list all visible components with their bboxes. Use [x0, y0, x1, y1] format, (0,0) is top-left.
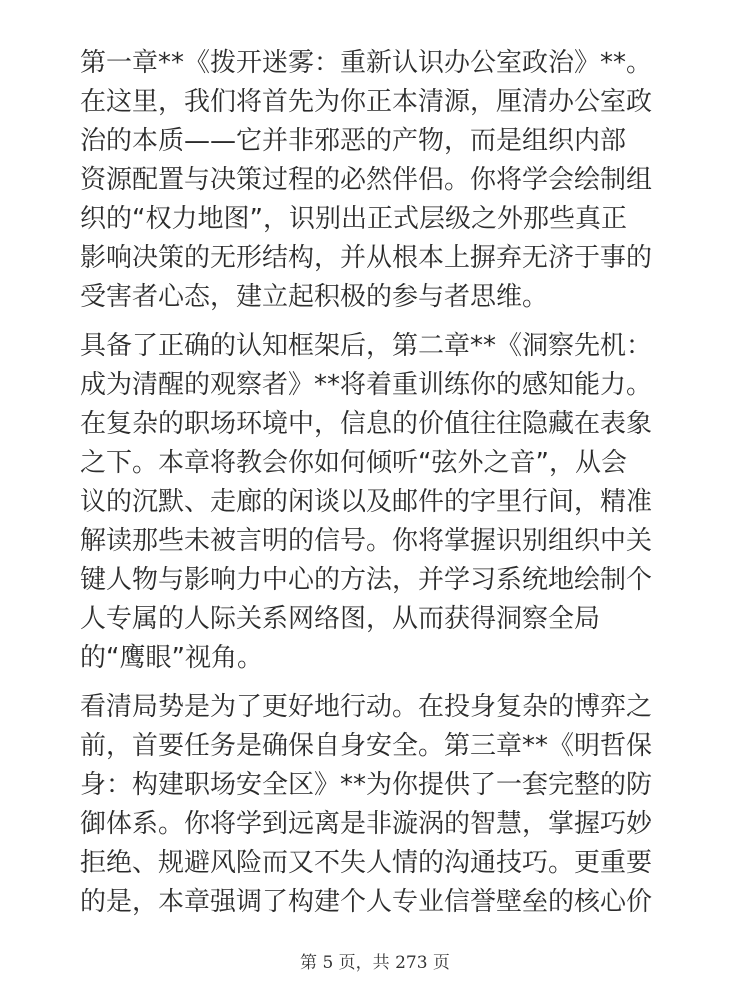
- text-line: 成为清醒的观察者》**将着重训练你的感知能力。: [80, 370, 653, 400]
- text-line: 前，首要任务是确保自身安全。第三章**《明哲保: [80, 731, 653, 761]
- text-line: 具备了正确的认知框架后，第二章**《洞察先机：: [80, 331, 653, 361]
- page-number-footer: 第 5 页，共 273 页: [300, 953, 450, 973]
- text-line: 拒绝、规避风险而又不失人情的沟通技巧。更重要: [80, 848, 653, 878]
- text-line: 议的沉默、走廊的闲谈以及邮件的字里行间，精准: [80, 487, 653, 517]
- text-line: 之下。本章将教会你如何倾听“弦外之音”，从会: [80, 448, 627, 478]
- document-body: [80, 44, 680, 922]
- text-line: 第一章**《拨开迷雾：重新认识办公室政治》**。: [80, 48, 653, 78]
- text-line: 在这里，我们将首先为你正本清源，厘清办公室政: [80, 87, 653, 117]
- text-line: 资源配置与决策过程的必然伴侣。你将学会绘制组: [80, 165, 653, 195]
- text-line: 治的本质——它并非邪恶的产物，而是组织内部: [80, 126, 627, 156]
- text-line: 解读那些未被言明的信号。你将掌握识别组织中关: [80, 526, 653, 556]
- text-line: 在复杂的职场环境中，信息的价值往往隐藏在表象: [80, 409, 653, 439]
- text-line: 织的“权力地图”，识别出正式层级之外那些真正: [80, 204, 627, 234]
- text-line: 御体系。你将学到远离是非漩涡的智慧，掌握巧妙: [80, 809, 653, 839]
- paragraph-chapter-three: [80, 688, 680, 922]
- paragraph-spacer: [80, 317, 680, 327]
- text-line: 的“鹰眼”视角。: [80, 643, 263, 673]
- paragraph-spacer: [80, 678, 680, 688]
- text-line: 的是，本章强调了构建个人专业信誉壁垒的核心价: [80, 887, 653, 917]
- text-line: 看清局势是为了更好地行动。在投身复杂的博弈之: [80, 692, 653, 722]
- text-line: 键人物与影响力中心的方法，并学习系统地绘制个: [80, 565, 653, 595]
- text-line: 身：构建职场安全区》**为你提供了一套完整的防: [80, 770, 653, 800]
- text-line: 受害者心态，建立起积极的参与者思维。: [80, 282, 549, 312]
- paragraph-chapter-two: [80, 327, 680, 678]
- text-line: 影响决策的无形结构，并从根本上摒弃无济于事的: [80, 243, 653, 273]
- paragraph-chapter-one: [80, 44, 680, 317]
- text-line: 人专属的人际关系网络图，从而获得洞察全局: [80, 604, 601, 634]
